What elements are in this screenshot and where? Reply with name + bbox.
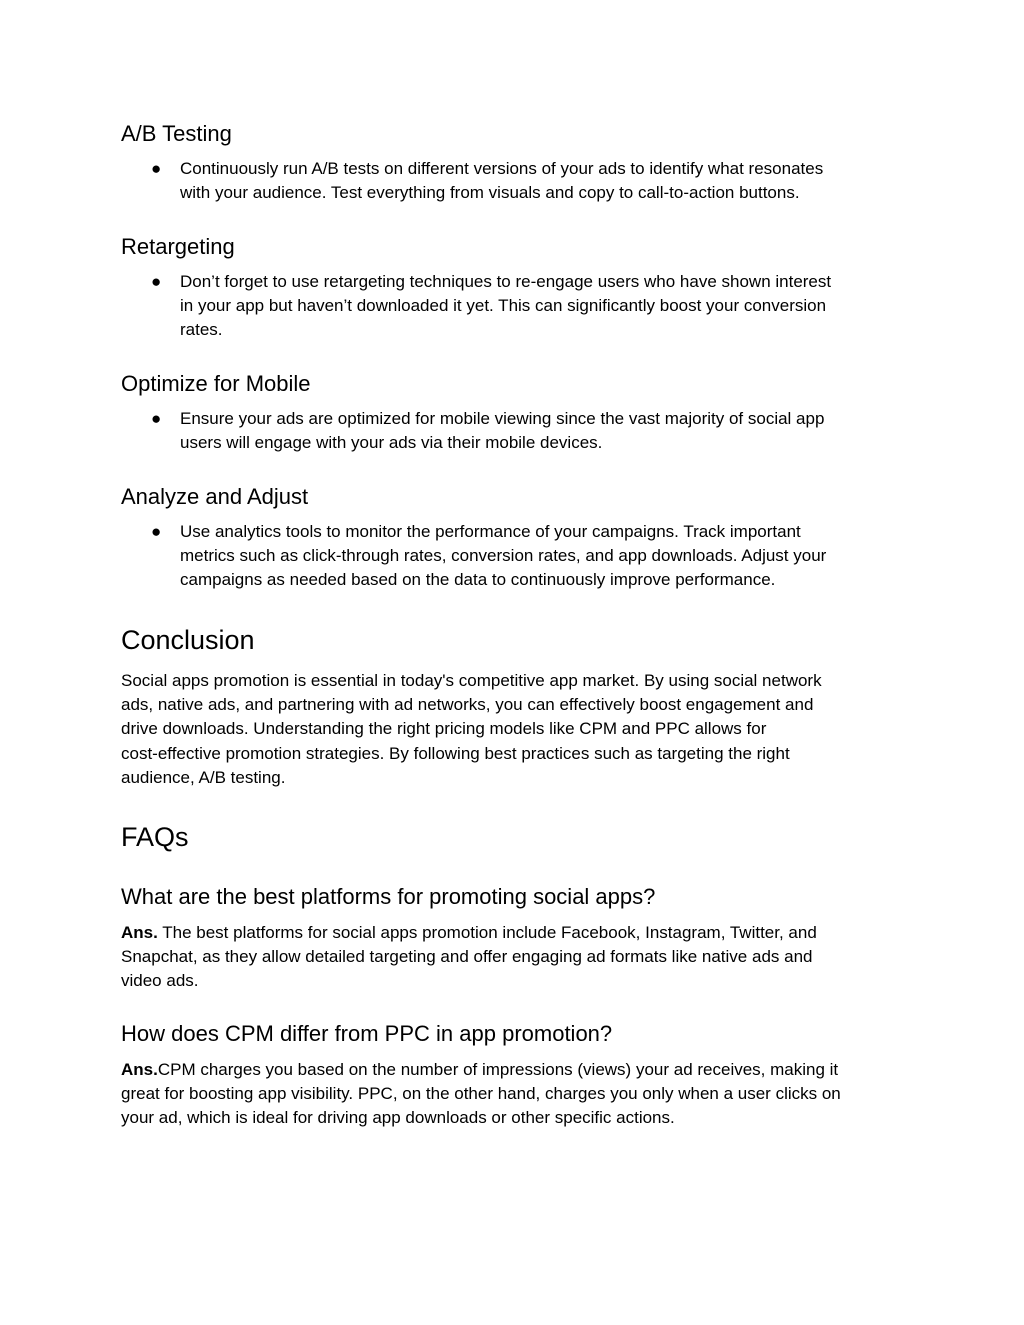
heading-faqs: FAQs [121, 822, 189, 852]
answer-label: Ans. [121, 1060, 158, 1079]
bullet-icon: ● [151, 522, 162, 541]
text-line: Ensure your ads are optimized for mobile viewing since the vast majority of social app [180, 409, 825, 428]
text-line: Don’t forget to use retargeting techniques to re-engage users who have shown interest [180, 272, 832, 291]
answer-label: Ans. [121, 923, 158, 942]
heading-retargeting: Retargeting [121, 234, 235, 259]
text-line: Use analytics tools to monitor the performance of your campaigns. Track important [180, 522, 801, 541]
answer-text: CPM charges you based on the number of impressions (views) your ad receives, making it [157, 1060, 839, 1079]
bullet-text [180, 407, 824, 455]
heading-analyze-adjust: Analyze and Adjust [121, 484, 309, 509]
text-line: ads, native ads, and partnering with ad networks, you can effectively boost engagement and [121, 695, 814, 715]
bullet-icon: ● [151, 272, 162, 291]
text-line: audience, A/B testing. [121, 767, 286, 787]
text-line: video ads. [121, 971, 199, 991]
faq-question-2: How does CPM differ from PPC in app promotion? [121, 1021, 613, 1046]
answer-text: The best platforms for social apps promotion include Facebook, Instagram, Twitter, and [157, 923, 817, 942]
bullet-text [180, 270, 831, 343]
faq-question-1: What are the best platforms for promoting social apps? [121, 884, 656, 909]
heading-conclusion: Conclusion [121, 625, 255, 655]
heading-ab-testing: A/B Testing [121, 121, 232, 146]
bullet-text [180, 520, 826, 593]
text-line: rates. [180, 320, 223, 340]
text-line: in your app but haven’t downloaded it yet. This can significantly boost your conversion [180, 296, 827, 316]
bullet-icon: ● [151, 159, 162, 178]
answer-first-line [121, 1058, 911, 1082]
text-line: Continuously run A/B tests on different versions of your ads to identify what resonates [180, 159, 824, 178]
text-line: with your audience. Test everything from visuals and copy to call-to-action buttons. [180, 183, 800, 203]
text-line: great for boosting app visibility. PPC, on the other hand, charges you only when a user clicks on [121, 1084, 841, 1104]
text-line: metrics such as click-through rates, conversion rates, and app downloads. Adjust your [180, 546, 827, 566]
text-line: users will engage with your ads via their mobile devices. [180, 433, 603, 453]
text-line: your ad, which is ideal for driving app downloads or other specific actions. [121, 1108, 675, 1128]
bullet-text [180, 157, 823, 205]
faq-answer-2 [121, 1058, 911, 1131]
faq-answer-1 [121, 921, 911, 994]
text-line: cost-effective promotion strategies. By following best practices such as targeting the right [121, 743, 790, 763]
bullet-icon: ● [151, 409, 162, 428]
conclusion-paragraph [121, 669, 911, 790]
text-line: Social apps promotion is essential in today's competitive app market. By using social network [121, 671, 822, 690]
answer-first-line [121, 921, 911, 945]
text-line: Snapchat, as they allow detailed targeting and offer engaging ad formats like native ads and [121, 947, 813, 967]
text-line: drive downloads. Understanding the right pricing models like CPM and PPC allows for [121, 719, 767, 739]
text-line: campaigns as needed based on the data to continuously improve performance. [180, 570, 776, 590]
heading-optimize-mobile: Optimize for Mobile [121, 371, 311, 396]
